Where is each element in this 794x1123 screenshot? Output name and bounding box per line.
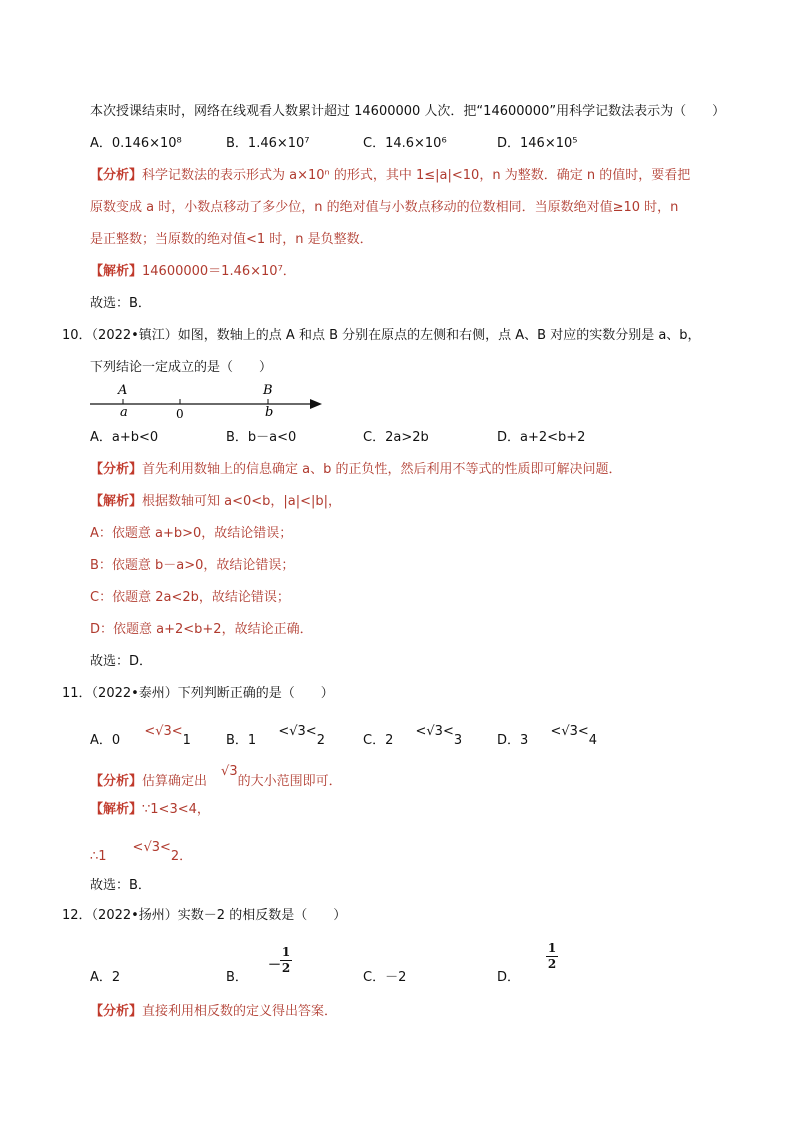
q9-solution-text: 14600000＝1.46×10⁷． <box>142 264 296 279</box>
q11-answer: 故选：B． <box>90 878 151 893</box>
solution-tag: 【解析】 <box>90 494 143 509</box>
q10-step-d: D：依题意 a+2<b+2，故结论正确． <box>90 622 313 637</box>
solution-tag: 【解析】 <box>90 802 143 817</box>
q12-options <box>90 941 730 985</box>
q12-option-b-denominator: 2 <box>281 961 291 975</box>
q11-option-d-pre: D．3 <box>497 733 529 748</box>
q11-option-c-post: 3 <box>453 733 463 748</box>
q9-answer: 故选：B． <box>90 296 151 311</box>
q9-option-d[interactable]: D．146×10⁵ <box>497 136 578 151</box>
q12-option-d-fraction <box>546 942 558 971</box>
q12-option-b-numerator: 1 <box>281 945 291 959</box>
q11-option-c-pre: C．2 <box>363 733 394 748</box>
q11-option-d-sqrt: <√3< <box>550 724 589 739</box>
q10-step-b: B：依题意 b－a>0，故结论错误； <box>90 558 295 573</box>
q10-step-c: C：依题意 2a<2b，故结论错误； <box>90 590 290 605</box>
point-b-label: B <box>263 383 273 398</box>
q11-option-b-pre: B．1 <box>226 733 257 748</box>
q12-option-b[interactable]: B． <box>226 970 248 985</box>
q11-solution-text: ∵1<3<4， <box>142 802 210 817</box>
q11-therefore-pre: ∴1 <box>90 849 107 864</box>
q11-therefore-post: 2． <box>170 849 193 864</box>
q9-analysis-text: 科学记数法的表示形式为 a×10ⁿ 的形式，其中 1≤|a|<10，n 为整数．确定 n 的值时，要看把 <box>142 168 691 183</box>
q12-option-d-numerator: 1 <box>547 941 557 955</box>
q10-solution <box>90 493 341 511</box>
point-a-label: A <box>118 383 128 398</box>
q12-option-a[interactable]: A．2 <box>90 970 121 985</box>
q11-solution <box>90 801 210 819</box>
analysis-tag: 【分析】 <box>90 774 143 789</box>
q10-option-a[interactable]: A．a+b<0 <box>90 430 159 445</box>
q11-option-b-post: 2 <box>316 733 325 748</box>
analysis-tag: 【分析】 <box>90 1004 143 1019</box>
q9-solution <box>90 263 296 281</box>
q11-analysis-sqrt: √3 <box>221 764 238 779</box>
q11-option-a-pre: A．0 <box>90 733 121 748</box>
q11-option-c-sqrt: <√3< <box>415 724 454 739</box>
q12-option-d-denominator: 2 <box>547 957 557 971</box>
tick-b-label: b <box>265 405 274 420</box>
analysis-tag: 【分析】 <box>90 462 143 477</box>
q10-answer: 故选：D． <box>90 654 153 669</box>
q10-analysis-text: 首先利用数轴上的信息确定 a、b 的正负性，然后利用不等式的性质即可解决问题． <box>142 462 622 477</box>
number-line-arrow <box>310 399 322 409</box>
q12-option-d[interactable]: D． <box>497 970 521 985</box>
q12-analysis-text: 直接利用相反数的定义得出答案． <box>142 1004 338 1019</box>
q11-therefore <box>90 840 193 866</box>
q10-stem-line-2: 下列结论一定成立的是（ ） <box>90 360 273 375</box>
q11-option-d[interactable] <box>497 724 598 750</box>
q12-stem: 12．（2022•扬州）实数－2 的相反数是（ ） <box>62 908 347 923</box>
q9-option-a[interactable]: A．0.146×10⁸ <box>90 136 182 151</box>
solution-tag: 【解析】 <box>90 264 143 279</box>
q9-stem: 本次授课结束时，网络在线观看人数累计超过 14600000 人次．把“14600000”用科学记数法表示为（ ） <box>90 104 726 119</box>
q12-option-b-minus: － <box>268 958 282 973</box>
q11-option-a[interactable] <box>90 724 191 750</box>
q10-option-d[interactable]: D．a+2<b+2 <box>497 430 586 445</box>
q11-option-a-sqrt: <√3< <box>144 724 183 739</box>
q10-option-c[interactable]: C．2a>2b <box>363 430 429 445</box>
q11-analysis-pre: 估算确定出 <box>142 774 208 789</box>
q12-option-b-fraction <box>280 946 292 975</box>
q9-analysis-line-2: 原数变成 a 时，小数点移动了多少位，n 的绝对值与小数点移动的位数相同．当原数绝对值≥10 时，n <box>90 200 679 215</box>
q9-option-b[interactable]: B．1.46×10⁷ <box>226 136 310 151</box>
q10-options <box>90 429 730 449</box>
q9-analysis-line-1 <box>90 167 690 185</box>
q10-solution-text: 根据数轴可知 a<0<b，|a|<|b|， <box>142 494 342 509</box>
q11-therefore-sqrt: <√3< <box>132 840 171 855</box>
q10-stem-line-1: 10．（2022•镇江）如图，数轴上的点 A 和点 B 分别在原点的左侧和右侧，点 A、B 对应的实数分别是 a、b， <box>62 328 701 343</box>
q11-option-b-sqrt: <√3< <box>278 724 317 739</box>
q9-option-c[interactable]: C．14.6×10⁶ <box>363 136 447 151</box>
tick-a-label: a <box>120 405 128 420</box>
q10-option-b[interactable]: B．b－a<0 <box>226 430 297 445</box>
q9-analysis-line-3: 是正整数；当原数的绝对值<1 时，n 是负整数． <box>90 232 373 247</box>
q11-stem: 11．（2022•泰州）下列判断正确的是（ ） <box>62 686 334 701</box>
analysis-tag: 【分析】 <box>90 168 143 183</box>
q11-analysis-post: 的大小范围即可． <box>237 774 342 789</box>
q11-option-a-post: 1 <box>182 733 191 748</box>
q11-option-c[interactable] <box>363 724 463 750</box>
q12-option-c[interactable]: C．－2 <box>363 970 407 985</box>
q11-options <box>90 724 730 754</box>
q12-analysis <box>90 1003 337 1021</box>
q10-step-a: A：依题意 a+b>0，故结论错误； <box>90 526 293 541</box>
q11-option-d-post: 4 <box>588 733 598 748</box>
origin-label: 0 <box>176 407 184 421</box>
q10-analysis <box>90 461 622 479</box>
q11-analysis <box>90 764 342 791</box>
q9-options <box>90 135 730 155</box>
number-line-figure <box>88 380 328 422</box>
q11-option-b[interactable] <box>226 724 325 750</box>
